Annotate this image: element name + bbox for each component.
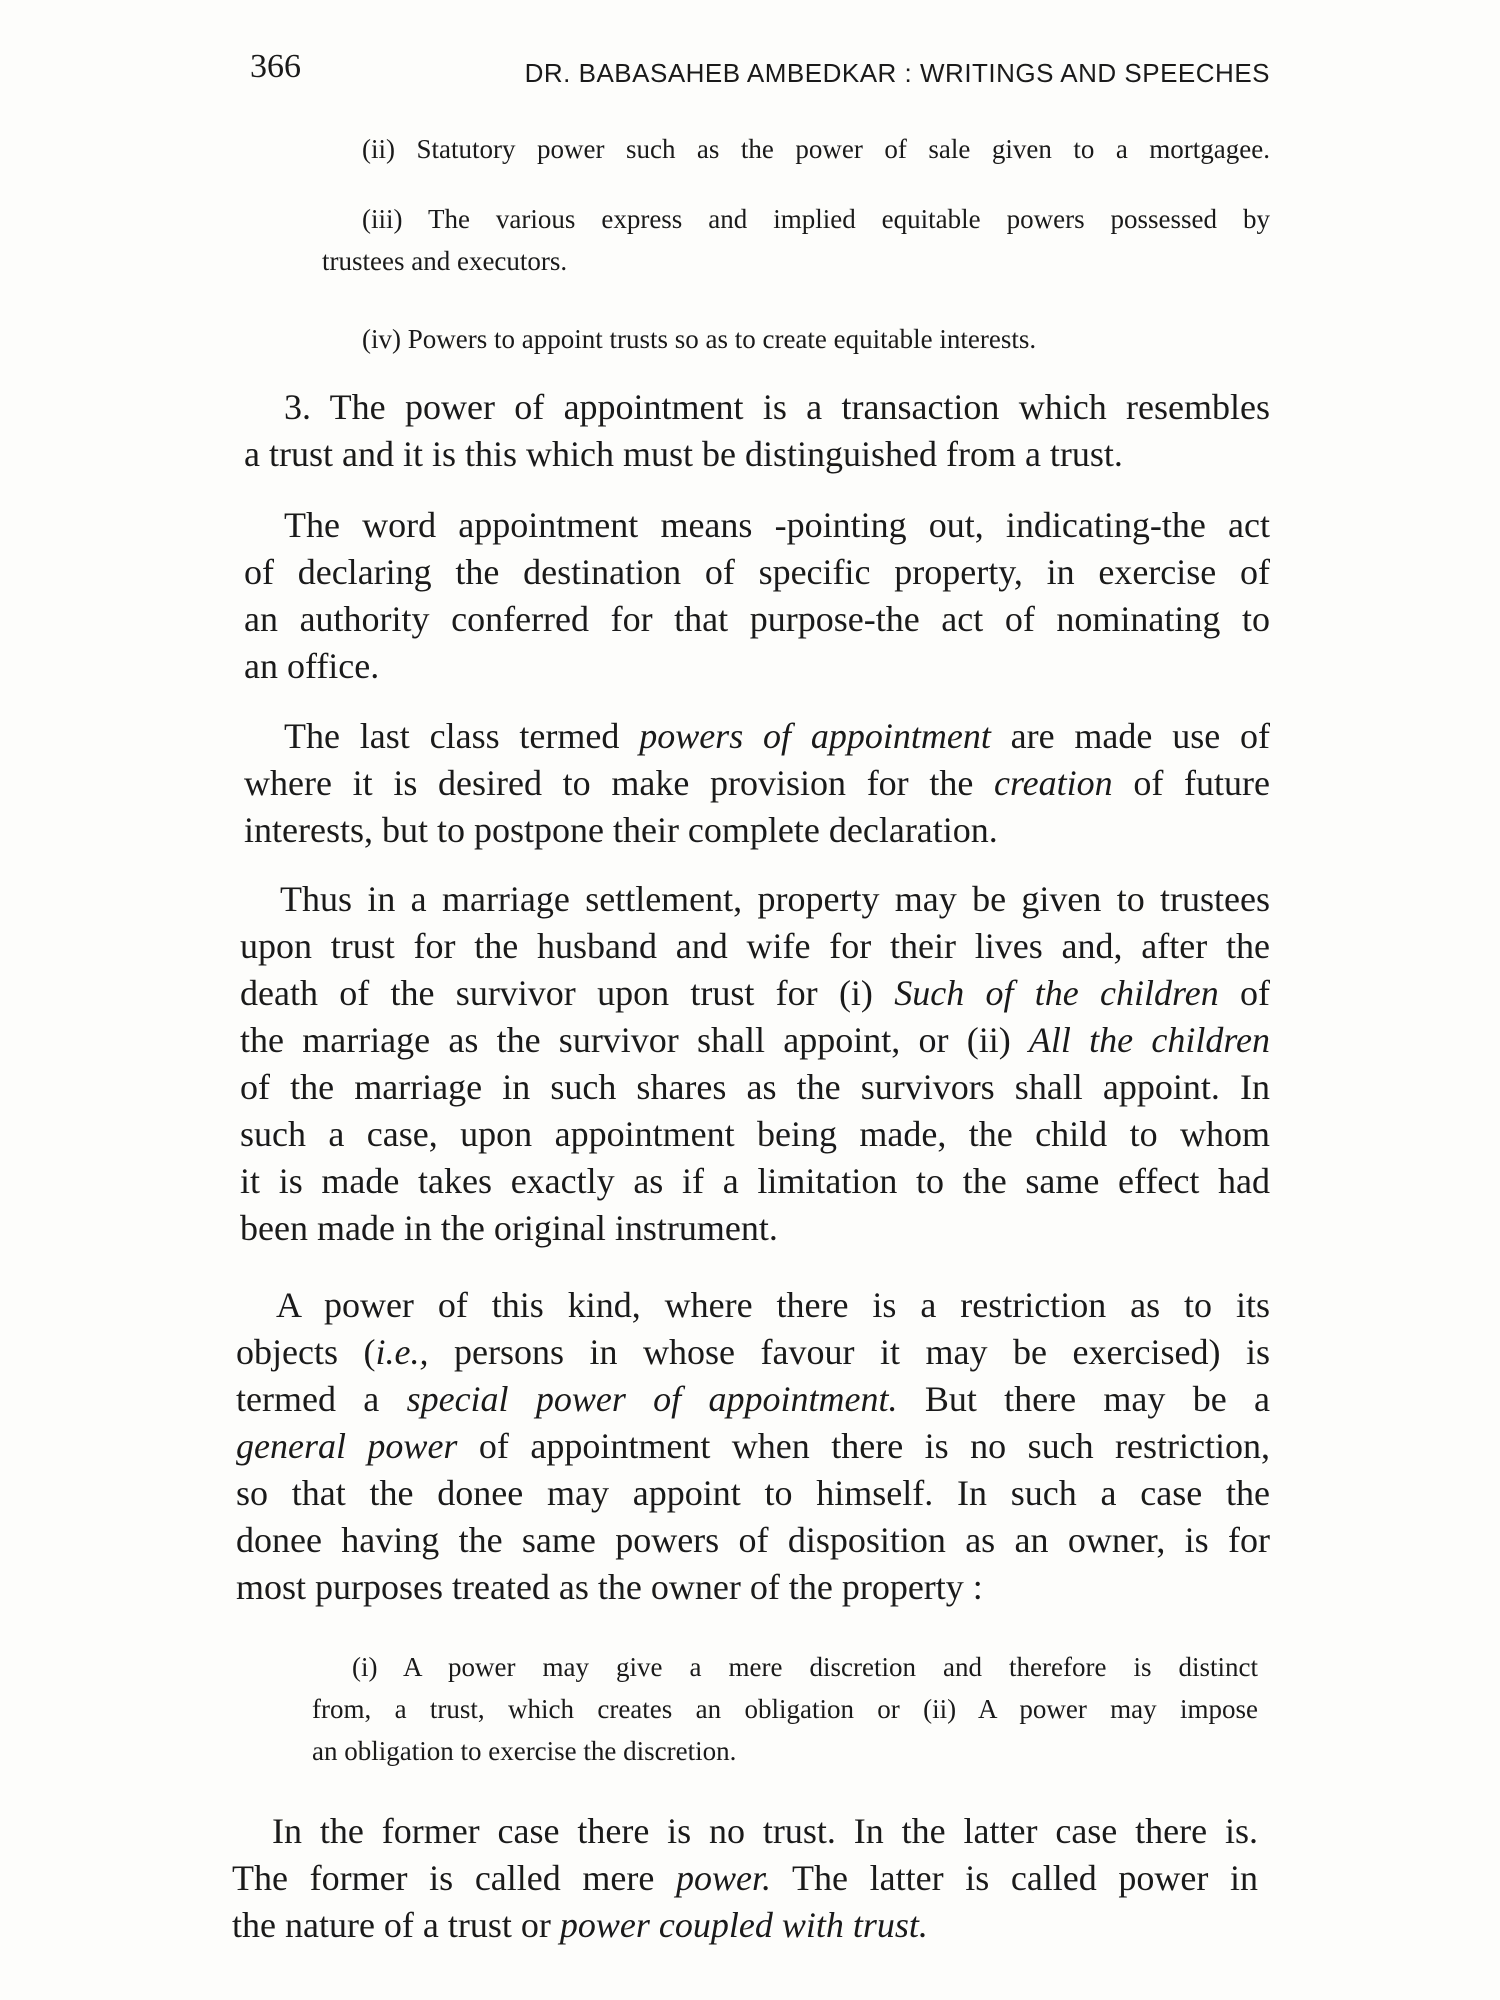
page-header — [250, 48, 1270, 88]
list-bottom: (i) A power may give a mere discretion and therefore is distinct from, a trust, which creates an obligation or (ii) A power may impose an obligation to exercise the discretion. — [312, 1652, 1258, 1766]
list-item-ii: (ii) Statutory power such as the power of sale given to a mortgagee. — [362, 134, 1270, 164]
list-item-iii: (iii) The various express and implied equitable powers possessed by trustees and executors. — [322, 204, 1270, 276]
paragraph-word-appointment: The word appointment means -pointing out, indicating-the act of declaring the destination of specific property, in exercise of an authority conferred for that purpose-the act of nominating to an office. — [244, 505, 1270, 686]
page-number: 366 — [250, 48, 301, 85]
paragraph-marriage-settlement: Thus in a marriage settlement, property may be given to trustees upon trust for the husband and wife for their lives and, after the death of the survivor upon trust for (i) Such of the children of the marriage as the survivor shall appoint, or (ii) All the children of the marriage in such shares as the survivors shall appoint. In such a case, upon appointment being made, the child to whom it is made takes exactly as if a limitation to the same effect had been made in the original instrument. — [240, 879, 1271, 1248]
running-title: DR. BABASAHEB AMBEDKAR : WRITINGS AND SPEECHES — [524, 58, 1270, 88]
paragraph-former-latter: In the former case there is no trust. In the latter case there is. The former is called mere power. The latter is called power in the nature of a trust or power coupled with trust. — [232, 1811, 1259, 1945]
list-item-iv: (iv) Powers to appoint trusts so as to create equitable interests. — [362, 324, 1037, 354]
paragraph-3: 3. The power of appointment is a transaction which resembles a trust and it is this which must be distinguished from a trust. — [244, 387, 1270, 474]
paragraph-power-of-this-kind: A power of this kind, where there is a restriction as to its objects (i.e., persons in whose favour it may be exercised) is termed a special power of appointment. But there may be a general power of appointment when there is no such restriction, so that the donee may appoint to himself. In such a case the donee having the same powers of disposition as an owner, is for most purposes treated as the owner of the property : — [236, 1285, 1271, 1607]
paragraph-last-class: The last class termed powers of appointment are made use of where it is desired to make provision for the creation of future interests, but to postpone their complete declaration. — [244, 716, 1270, 850]
